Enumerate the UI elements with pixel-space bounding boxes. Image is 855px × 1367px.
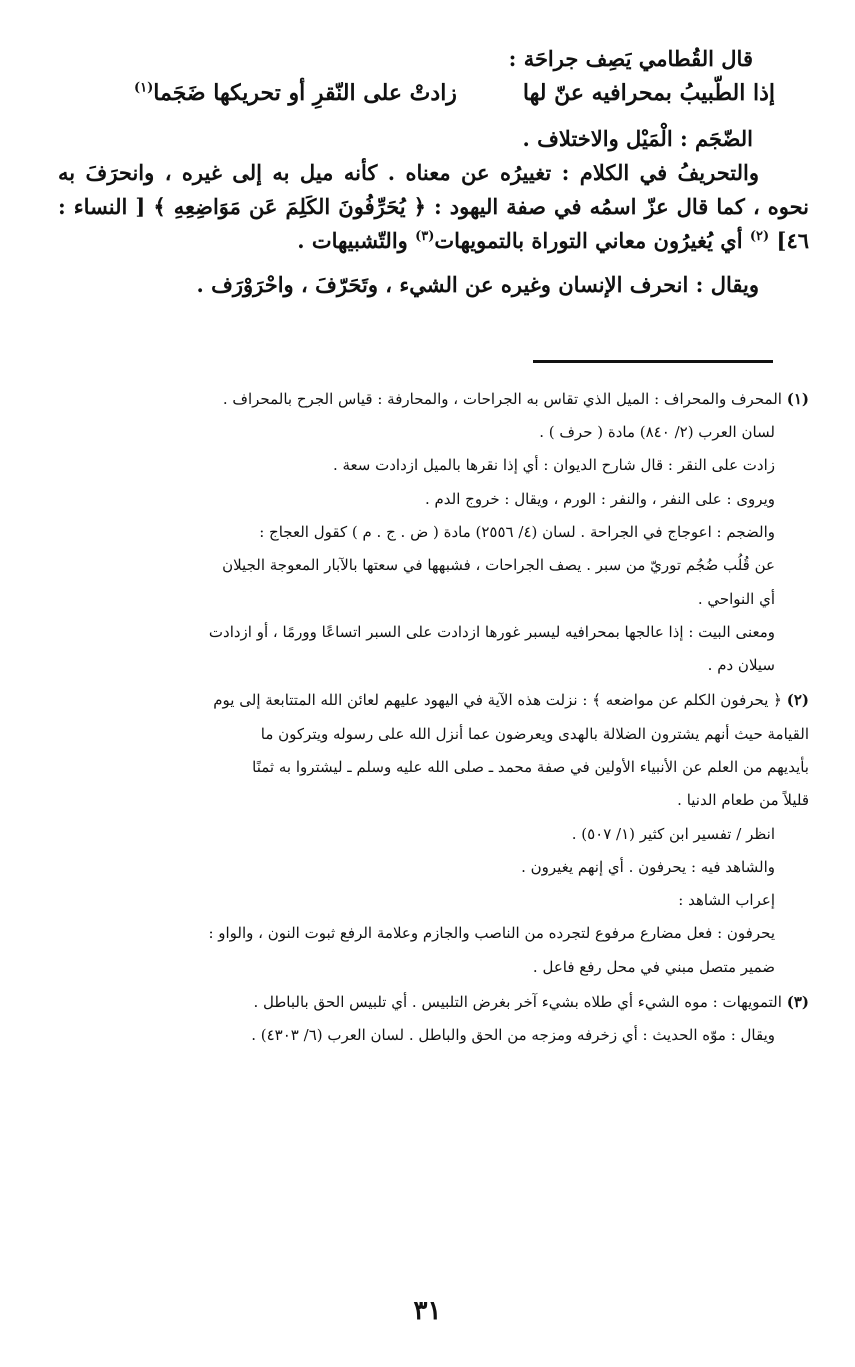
footnote-line: بأيديهم من العلم عن الأنبياء الأولين في صفة محمد ـ صلى الله عليه وسلم ـ ليشتروا به ثمنًا xyxy=(252,757,809,776)
footnote-line: سيلان دم . xyxy=(707,656,775,675)
intro-line: قال القُطامي يَصِف جراحَة : xyxy=(508,46,753,71)
footnote-line: ومعنى البيت : إذا عالجها بمحرافيه ليسبر غورها ازدادت على السبر اتساعًا وورمًا ، أو ازدادت xyxy=(208,622,775,641)
footnote-line: أي النواحي . xyxy=(697,589,775,608)
paragraph-tahrif-line1: والتحريفُ في الكلام : تغييرُه عن معناه . كأنه ميل به إلى غيره ، وانحرَفَ xyxy=(85,159,759,185)
paragraph-tahrif-line3-end: والتّشبيهات . xyxy=(297,227,416,253)
footnote-line xyxy=(58,684,809,717)
poem-first-hemistich: إذا الطّبيبُ بمحرافيه عنّ لها xyxy=(522,80,775,107)
footnote-ref-1: (١) xyxy=(134,80,154,96)
footnote-line: ويروى : على النفر ، والنفر : الورم ، ويقال : خروج الدم . xyxy=(424,489,775,508)
paragraph-tahrif xyxy=(58,156,809,258)
page-number: ٣١ xyxy=(413,1296,442,1326)
quran-verse: ﴿ يُحَرِّفُونَ الكَلِمَ عَن مَوَاضِعِهِ ﴾ xyxy=(153,193,426,219)
footnote-text: التمويهات : موه الشيء أي طلاه بشيء آخر بغرض التلبيس . أي تلبيس الحق بالباطل . xyxy=(253,993,782,1012)
footnote-line: لسان العرب (٢/ ٨٤٠) مادة ( حرف ) . xyxy=(539,423,775,442)
footnote-text: ﴿ يحرفون الكلم عن مواضعه ﴾ : نزلت هذه الآية في اليهود عليهم لعائن الله المتتابعة إلى يوم xyxy=(213,691,782,710)
footnote-line xyxy=(58,383,809,416)
footnote-line: قليلاً من طعام الدنيا . xyxy=(677,791,809,810)
paragraph-tahrif-line3: أي يُغيرُون معاني التوراة بالتمويهات xyxy=(434,227,750,253)
footnote-line: عن قُلُب ضُجُم توريّ من سبر . يصف الجراحات ، فشبهها في سعتها بالآبار المعوجة الجيلان xyxy=(222,556,775,575)
paragraph-inharaf: ويقال : انحرف الإنسان وغيره عن الشيء ، وتَحَرّفَ ، واحْرَوْرَف . xyxy=(196,271,759,297)
footnote-number: (١) xyxy=(786,389,809,408)
poem-second-hemistich-text: زادتْ على النّقرِ أو تحريكها ضَجَما xyxy=(153,80,457,107)
footnote-line: إعراب الشاهد : xyxy=(678,891,775,910)
definition-dajam: الضّجَم : الْمَيْل والاختلاف . xyxy=(522,125,753,151)
footnote-number: (٢) xyxy=(786,691,809,710)
poem-second-hemistich xyxy=(134,76,457,112)
footnote-ref-3: (٣) xyxy=(415,228,435,244)
paragraph-tahrif-line2: به نحوه ، كما قال عزّ اسمُه في صفة اليهود : xyxy=(58,159,810,219)
footnote-divider xyxy=(533,360,773,363)
footnote-ref-2: (٢) xyxy=(749,228,770,244)
footnote-line: زادت على النقر : قال شارح الديوان : أي إذا نقرها بالميل ازدادت سعة . xyxy=(332,456,775,475)
footnote-line xyxy=(58,986,809,1019)
footnote-line: ويقال : موّه الحديث : أي زخرفه ومزجه من الحق والباطل . لسان العرب (٦/ ٤٣٠٣) . xyxy=(251,1026,775,1045)
footnote-line: يحرفون : فعل مضارع مرفوع لتجرده من الناصب والجازم وعلامة الرفع ثبوت النون ، والواو : xyxy=(208,924,775,943)
footnote-line: والضجم : اعوجاج في الجراحة . لسان (٤/ ٢٥٥٦) مادة ( ض . ج . م ) كقول العجاج : xyxy=(259,522,775,541)
main-text xyxy=(58,42,809,302)
footnotes xyxy=(58,383,809,1053)
surah-reference: [ النساء : ٤٦] xyxy=(58,193,809,253)
footnote-line: والشاهد فيه : يحرفون . أي إنهم يغيرون . xyxy=(521,857,775,876)
footnote-1 xyxy=(58,383,809,683)
poem-verse xyxy=(58,76,809,112)
footnote-2 xyxy=(58,684,809,984)
footnote-3 xyxy=(58,986,809,1053)
footnote-line: ضمير متصل مبني في محل رفع فاعل . xyxy=(532,957,775,976)
footnote-text: المحرف والمحراف : الميل الذي تقاس به الجراحات ، والمحارفة : قياس الجرح بالمحراف . xyxy=(222,389,782,408)
footnote-line: انظر / تفسير ابن كثير (١/ ٥٠٧) . xyxy=(571,824,775,843)
footnote-number: (٣) xyxy=(786,993,809,1012)
footnote-line: القيامة حيث أنهم يشترون الضلالة بالهدى ويعرضون عما أنزل الله على رسوله ويتركون ما xyxy=(260,724,809,743)
